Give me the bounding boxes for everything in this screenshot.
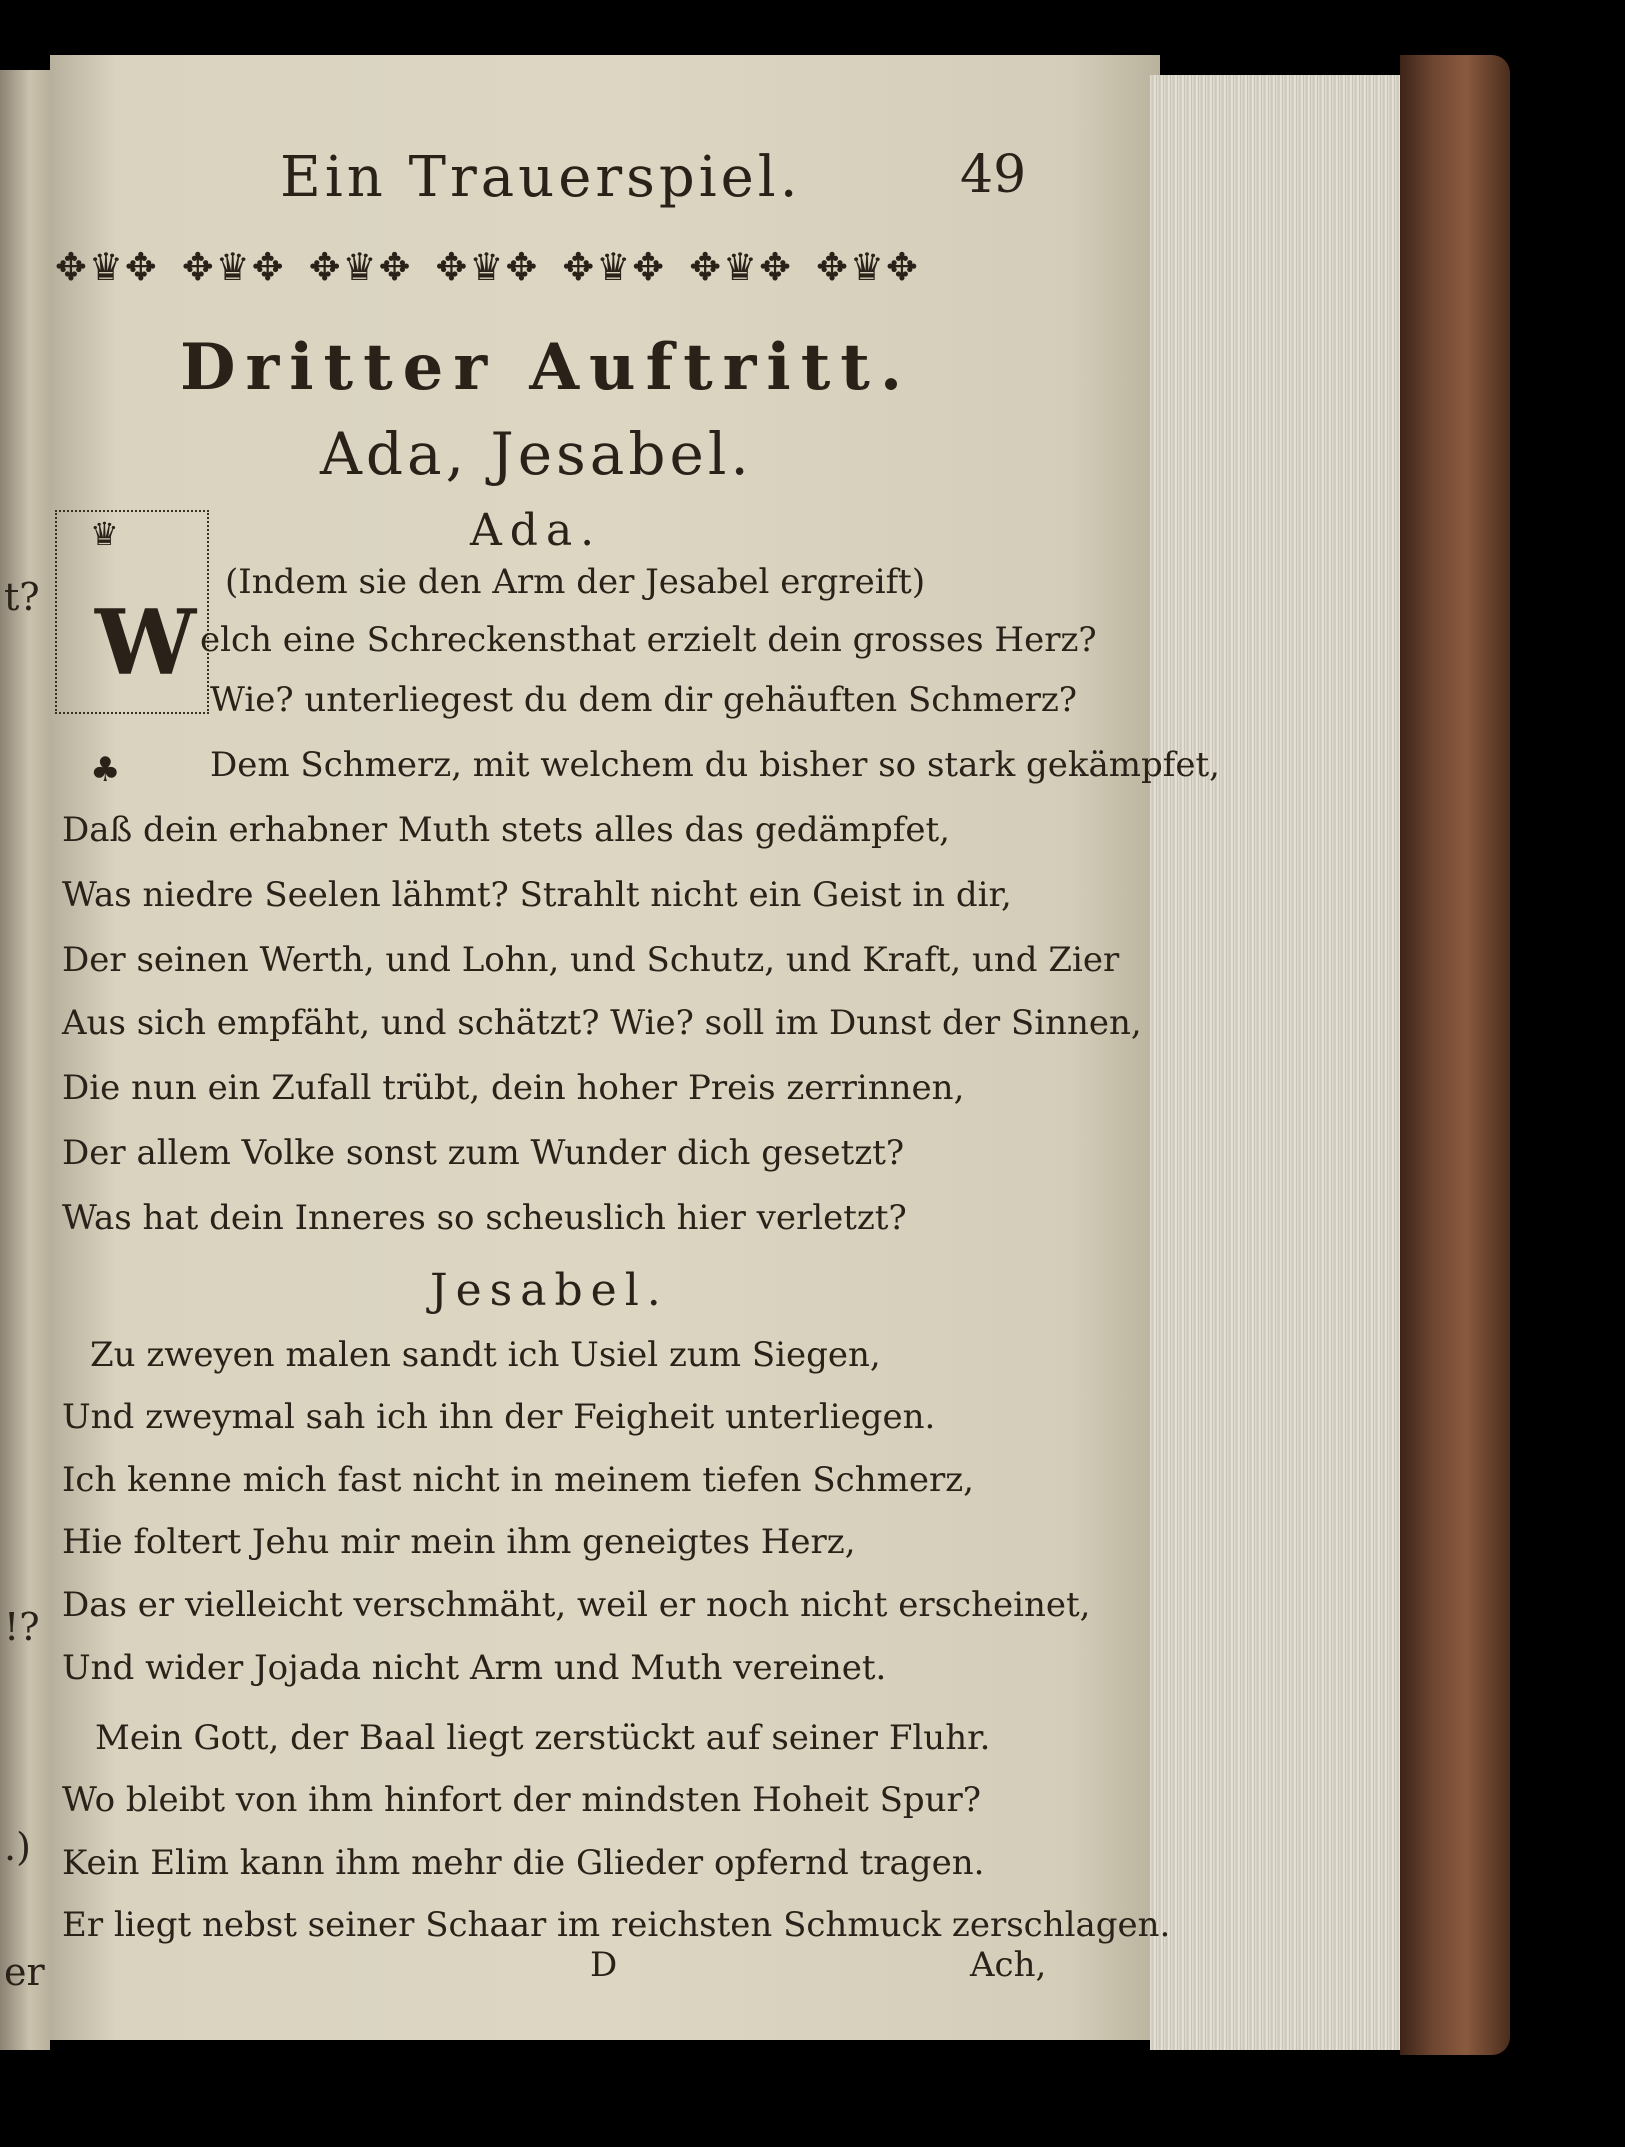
verse-line: Was niedre Seelen lähmt? Strahlt nicht ein Geist in dir,: [62, 875, 1012, 915]
verse-line: Und zweymal sah ich ihn der Feigheit unterliegen.: [62, 1397, 936, 1437]
verse-line: Dem Schmerz, mit welchem du bisher so stark gekämpfet,: [210, 745, 1220, 785]
scene-title: Dritter Auftritt.: [180, 330, 913, 405]
ornament-icon: ✥♛✥: [689, 245, 793, 289]
flourish-icon: ♣: [90, 750, 121, 790]
left-page-edge: [0, 70, 50, 2050]
catchword: Ach,: [970, 1945, 1047, 1985]
verse-line: Hie foltert Jehu mir mein ihm geneigtes Herz,: [62, 1522, 856, 1562]
verse-line: Der allem Volke sonst zum Wunder dich gesetzt?: [62, 1133, 905, 1173]
page-block-edge: [1150, 75, 1400, 2050]
ornament-icon: ✥♛✥: [562, 245, 667, 289]
verse-line: elch eine Schreckensthat erzielt dein grosses Herz?: [200, 620, 1097, 660]
decorated-initial: W: [95, 590, 197, 696]
verse-line: Wie? unterliegest du dem dir gehäuften Schmerz?: [210, 680, 1077, 720]
verse-line: Der seinen Werth, und Lohn, und Schutz, und Kraft, und Zier: [62, 940, 1120, 980]
left-page-fragment: t?: [4, 575, 40, 619]
ornament-icon: ✥♛✥: [435, 245, 540, 289]
book-cover: [1400, 55, 1510, 2055]
signature-mark: D: [590, 1945, 618, 1985]
page-number: 49: [960, 145, 1027, 205]
verse-line: Die nun ein Zufall trübt, dein hoher Preis zerrinnen,: [62, 1068, 965, 1108]
verse-line: Mein Gott, der Baal liegt zerstückt auf seiner Fluhr.: [95, 1718, 991, 1758]
verse-line: (Indem sie den Arm der Jesabel ergreift): [225, 562, 926, 602]
speaker-jesabel: Jesabel.: [430, 1265, 669, 1316]
verse-line: Er liegt nebst seiner Schaar im reichsten Schmuck zerschlagen.: [62, 1905, 1171, 1945]
crown-icon: ♛: [90, 515, 119, 553]
speaker-ada: Ada.: [470, 505, 603, 556]
running-title: Ein Trauerspiel.: [280, 145, 802, 210]
verse-line: Ich kenne mich fast nicht in meinem tiefen Schmerz,: [62, 1460, 974, 1500]
ornament-icon: ✥♛✥: [816, 245, 920, 289]
left-page-fragment: .): [4, 1825, 31, 1869]
verse-line: Zu zweyen malen sandt ich Usiel zum Siegen,: [90, 1335, 881, 1375]
ornament-icon: ✥♛✥: [55, 245, 159, 289]
verse-line: Kein Elim kann ihm mehr die Glieder opfernd tragen.: [62, 1843, 985, 1883]
verse-line: Und wider Jojada nicht Arm und Muth vereinet.: [62, 1648, 887, 1688]
verse-line: Wo bleibt von ihm hinfort der mindsten Hoheit Spur?: [62, 1780, 982, 1820]
left-page-fragment: er: [4, 1950, 45, 1994]
ornament-icon: ✥♛✥: [181, 245, 286, 289]
left-page-fragment: !?: [4, 1605, 40, 1649]
verse-line: Aus sich empfäht, und schätzt? Wie? soll im Dunst der Sinnen,: [62, 1003, 1142, 1043]
verse-line: Das er vielleicht verschmäht, weil er noch nicht erscheinet,: [62, 1585, 1091, 1625]
ornament-icon: ✥♛✥: [308, 245, 413, 289]
scene-characters: Ada, Jesabel.: [320, 420, 753, 488]
verse-line: Daß dein erhabner Muth stets alles das gedämpfet,: [62, 810, 950, 850]
verse-line: Was hat dein Inneres so scheuslich hier verletzt?: [62, 1198, 907, 1238]
header-ornament: [55, 245, 1035, 293]
